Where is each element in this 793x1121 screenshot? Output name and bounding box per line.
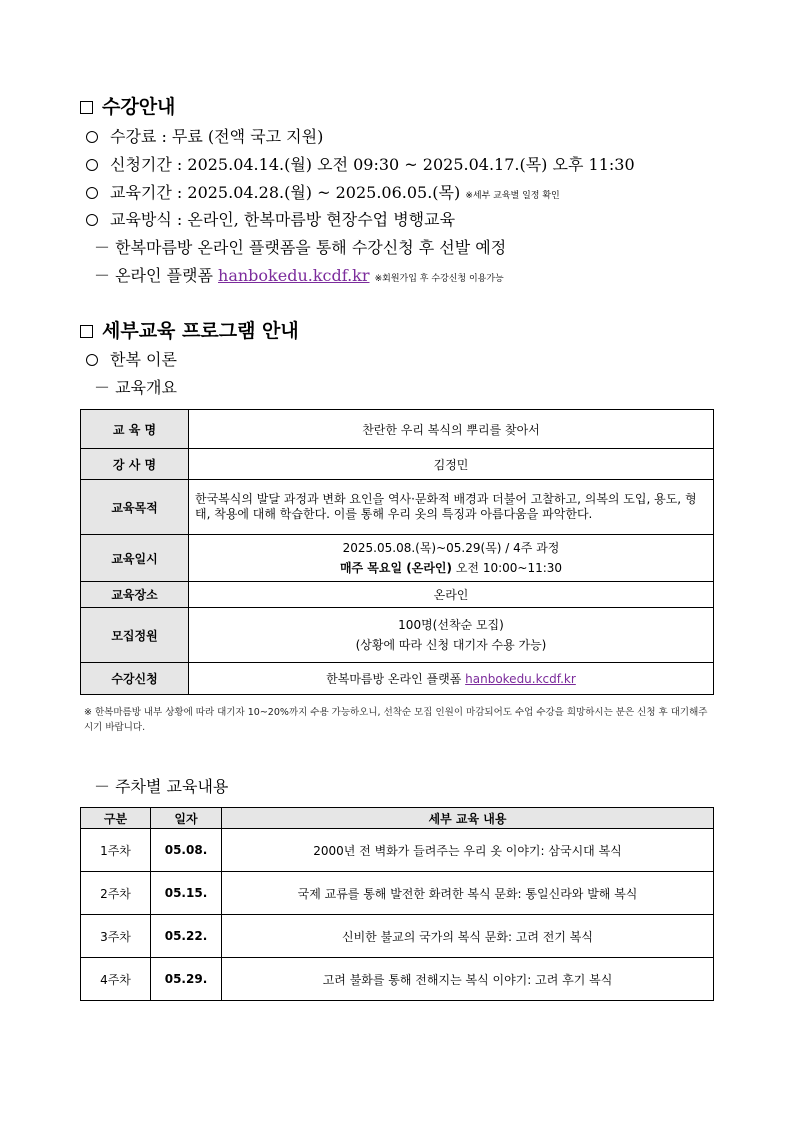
table-header-row — [81, 808, 714, 829]
info-item-edu-method: 교육방식 : 온라인, 한복마름방 현장수업 병행교육 — [86, 207, 455, 230]
table-label: 교육장소 — [81, 582, 189, 608]
weekly-table — [80, 807, 714, 1001]
dash-bullet: － — [94, 777, 116, 796]
column-header: 일자 — [151, 808, 222, 829]
waitlist-footnote: ※ 한복마름방 내부 상황에 따라 대기자 10~20%까지 수용 가능하오니, 선착순 모집 인원이 마감되어도 수업 수강을 희망하시는 분은 신청 후 대기해주시기 바랍니다. — [84, 707, 708, 733]
dash-bullet: － — [94, 238, 116, 257]
dash-bullet: － — [94, 266, 116, 285]
table-row — [81, 410, 714, 449]
column-header: 세부 교육 내용 — [222, 808, 714, 829]
dash-bullet: － — [94, 378, 116, 397]
table-row — [81, 480, 714, 535]
section-heading-program: 세부교육 프로그램 안내 — [80, 316, 299, 343]
overview-table — [80, 409, 714, 695]
course-place: 온라인 — [189, 582, 714, 608]
course-purpose: 한국복식의 발달 과정과 변화 요인을 역사·문화적 배경과 더불어 고찰하고, 의복의 도입, 용도, 형태, 착용에 대해 학습한다. 이를 통해 우리 옷의 특징과 아름다움을 파악한다. — [189, 480, 714, 535]
circle-bullet-icon — [86, 214, 98, 226]
table-label: 교육일시 — [81, 535, 189, 582]
content-cell: 국제 교류를 통해 발전한 화려한 복식 문화: 통일신라와 발해 복식 — [222, 872, 714, 915]
table-label: 수강신청 — [81, 663, 189, 695]
table-row — [81, 582, 714, 608]
content-cell: 신비한 불교의 국가의 복식 문화: 고려 전기 복식 — [222, 915, 714, 958]
date-cell: 05.29. — [151, 958, 222, 1001]
checkbox-square-icon — [80, 325, 93, 338]
content-cell: 2000년 전 벽화가 들려주는 우리 옷 이야기: 삼국시대 복식 — [222, 829, 714, 872]
course-apply — [189, 663, 714, 695]
table-row — [81, 535, 714, 582]
date-time: 오전 10:00~11:30 — [455, 561, 563, 575]
circle-bullet-icon — [86, 159, 98, 171]
edu-period-note: ※세부 교육별 일정 확인 — [465, 191, 560, 201]
table-label: 교육목적 — [81, 480, 189, 535]
course-capacity — [189, 608, 714, 663]
date-cell: 05.08. — [151, 829, 222, 872]
circle-bullet-icon — [86, 354, 98, 366]
course-date — [189, 535, 714, 582]
table-row — [81, 829, 714, 872]
dash-item-selection: － 한복마름방 온라인 플랫폼을 통해 수강신청 후 선발 예정 — [94, 238, 507, 257]
platform-note: ※회원가입 후 수강신청 이용가능 — [374, 274, 504, 284]
date-cell: 05.22. — [151, 915, 222, 958]
dash-item-platform: － 온라인 플랫폼 hanbokedu.kcdf.kr ※회원가입 후 수강신청 이용가능 — [94, 266, 504, 285]
dash-item-overview: － 교육개요 — [94, 378, 177, 397]
table-label: 모집정원 — [81, 608, 189, 663]
apply-link[interactable]: hanbokedu.kcdf.kr — [465, 672, 576, 686]
table-row — [81, 915, 714, 958]
table-row — [81, 872, 714, 915]
table-row — [81, 958, 714, 1001]
date-line-1: 2025.05.08.(목)~05.29(목) / 4주 과정 — [342, 541, 560, 555]
table-row — [81, 449, 714, 480]
table-label: 교 육 명 — [81, 410, 189, 449]
week-cell: 2주차 — [81, 872, 151, 915]
week-cell: 3주차 — [81, 915, 151, 958]
capacity-line-1: 100명(선착순 모집) — [398, 618, 504, 632]
capacity-line-2: (상황에 따라 신청 대기자 수용 가능) — [355, 638, 547, 652]
circle-bullet-icon — [86, 187, 98, 199]
info-item-apply-period: 신청기간 : 2025.04.14.(월) 오전 09:30 ~ 2025.04.17.(목) 오후 11:30 — [86, 152, 635, 175]
lecturer-name: 김정민 — [189, 449, 714, 480]
table-row — [81, 663, 714, 695]
checkbox-square-icon — [80, 101, 93, 114]
date-weekday: 매주 목요일 (온라인) — [339, 561, 452, 575]
table-row — [81, 608, 714, 663]
platform-link[interactable]: hanbokedu.kcdf.kr — [218, 266, 370, 285]
dash-item-weekly: － 주차별 교육내용 — [94, 777, 229, 796]
info-item-fee: 수강료 : 무료 (전액 국고 지원) — [86, 124, 323, 147]
table-label: 강 사 명 — [81, 449, 189, 480]
week-cell: 1주차 — [81, 829, 151, 872]
apply-text: 한복마름방 온라인 플랫폼 — [326, 672, 462, 686]
date-line-2 — [193, 558, 709, 578]
program-item-theory: 한복 이론 — [86, 347, 177, 370]
week-cell: 4주차 — [81, 958, 151, 1001]
circle-bullet-icon — [86, 131, 98, 143]
info-item-edu-period: 교육기간 : 2025.04.28.(월) ~ 2025.06.05.(목) ※세부 교육별 일정 확인 — [86, 180, 560, 203]
date-cell: 05.15. — [151, 872, 222, 915]
column-header: 구분 — [81, 808, 151, 829]
course-name: 찬란한 우리 복식의 뿌리를 찾아서 — [189, 410, 714, 449]
content-cell: 고려 불화를 통해 전해지는 복식 이야기: 고려 후기 복식 — [222, 958, 714, 1001]
section-heading-course-info: 수강안내 — [80, 92, 175, 119]
